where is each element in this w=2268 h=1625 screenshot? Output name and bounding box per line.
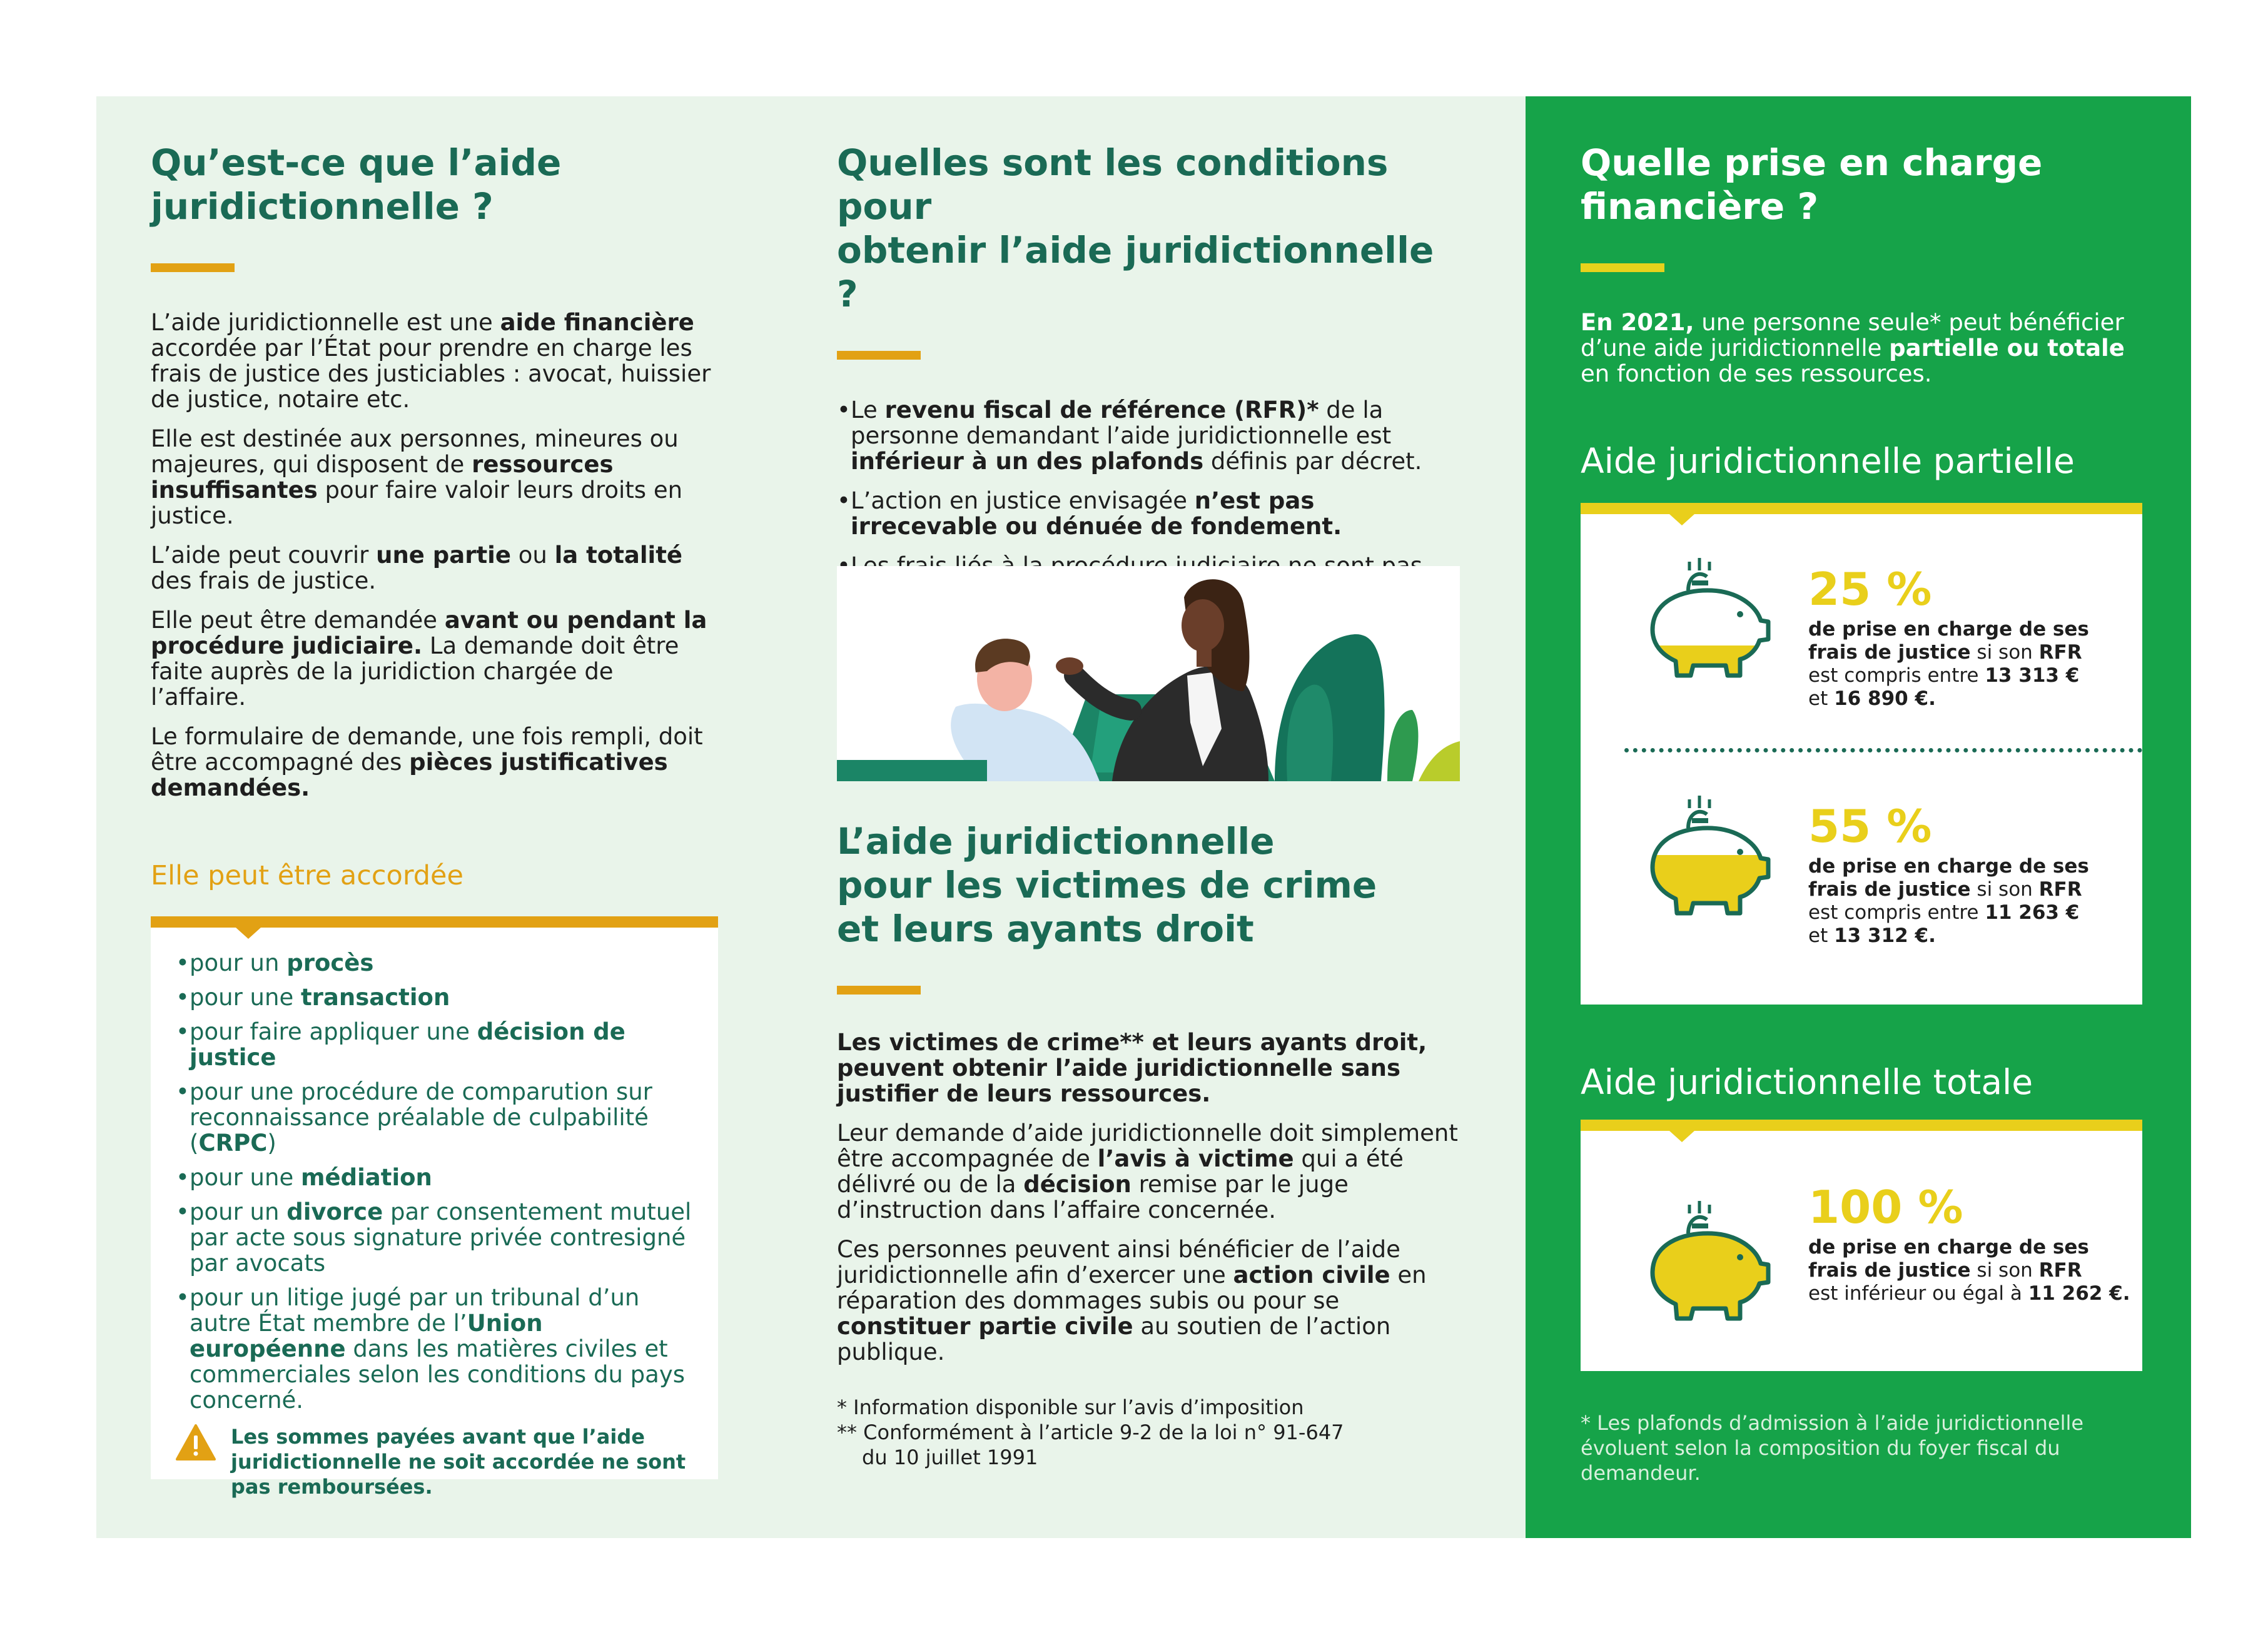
total-heading: Aide juridictionnelle totale [1581, 1062, 2033, 1102]
title-line: L’aide juridictionnelle [837, 820, 1275, 863]
warning-text: Les sommes payées avant que l’aide juridictionnelle ne soit accordée ne sont pas remboursées. [231, 1425, 686, 1499]
stat-55 [1808, 801, 2089, 948]
lawyer-client-illustration [837, 566, 1460, 781]
footnote: * Information disponible sur l’avis d’imposition [837, 1395, 1304, 1419]
column-victims [837, 819, 1462, 1470]
lawyer-illustration [837, 566, 1460, 781]
piggy-bank-icon [1637, 1195, 1774, 1339]
condition-item: • L’action en justice envisagée n’est pas irrecevable ou dénuée de fondement. [837, 487, 1342, 540]
list-item: • pour un divorce par consentement mutuel par acte sous signature privée contresigné par avocats [176, 1198, 692, 1277]
list-item: • pour une procédure de comparution sur reconnaissance préalable de culpabilité (CRPC) [176, 1078, 652, 1157]
title-line: obtenir l’aide juridictionnelle ? [837, 229, 1434, 315]
footnote: du 10 juillet 1991 [862, 1445, 1038, 1469]
section-title-financial [1581, 141, 2144, 228]
list-item: • pour une médiation [176, 1164, 432, 1191]
title-line: juridictionnelle ? [151, 185, 494, 228]
title-line: et leurs ayants droit [837, 908, 1254, 950]
title-line: pour les victimes de crime [837, 864, 1377, 906]
granted-list [176, 950, 693, 1413]
card-notch [236, 928, 261, 939]
paragraph: Elle peut être demandée avant ou pendant la procédure judiciaire. La demande doit être faite auprès de la juridiction chargée de l’affaire. [151, 607, 707, 711]
percentage: 100 % [1808, 1181, 1963, 1233]
accent-bar [837, 986, 921, 995]
section-title-conditions [837, 141, 1462, 316]
footnotes [837, 1395, 1462, 1470]
financial-footnote: * Les plafonds d’admission à l’aide juridictionnelle évoluent selon la composition du foyer fiscal du demandeur. [1581, 1411, 2084, 1485]
card-top-bar [151, 916, 718, 928]
partial-heading: Aide juridictionnelle partielle [1581, 441, 2075, 481]
column-what-is [151, 141, 714, 814]
total-card [1581, 1120, 2142, 1371]
paragraph: Ces personnes peuvent ainsi bénéficier de l’aide juridictionnelle afin d’exercer une action civile en réparation des dommages subis ou pour se constituer partie civile au soutien de l’action publique. [837, 1236, 1427, 1365]
stat-25 [1808, 564, 2089, 711]
list-item: • pour un litige jugé par un tribunal d’un autre État membre de l’Union européenne dans les matières civiles et commerciales selon les conditions du pays concerné. [176, 1284, 685, 1414]
card-top-bar [1581, 1120, 2142, 1131]
granted-subtitle: Elle peut être accordée [151, 860, 463, 891]
intro-paragraph: En 2021, une personne seule* peut bénéficier d’une aide juridictionnelle partielle ou totale en fonction de ses ressources. [1581, 309, 2125, 387]
card-top-bar [1581, 503, 2142, 514]
title-line: Quelle prise en charge [1581, 141, 2043, 184]
accent-bar [151, 263, 235, 272]
stat-100 [1808, 1182, 2130, 1305]
title-line: financière ? [1581, 185, 1819, 228]
paragraph: L’aide juridictionnelle est une aide financière accordée par l’État pour prendre en charge les frais de justice des justiciables : avocat, huissier de justice, notaire etc. [151, 309, 711, 413]
list-item: • pour une transaction [176, 984, 450, 1011]
warning-icon [176, 1424, 216, 1460]
warning-note [176, 1424, 693, 1499]
paragraph: Le formulaire de demande, une fois rempli, doit être accompagné des pièces justificatives demandées. [151, 723, 703, 801]
piggy-bank-icon [1637, 552, 1774, 696]
column-financial [1581, 141, 2144, 400]
card-notch [1669, 1131, 1694, 1142]
title-line: Qu’est-ce que l’aide [151, 141, 562, 184]
partial-card [1581, 503, 2142, 1005]
accent-bar [837, 351, 921, 360]
granted-card [151, 916, 718, 1499]
paragraph: Elle est destinée aux personnes, mineures ou majeures, qui disposent de ressources insuffisantes pour faire valoir leurs droits en justice. [151, 425, 683, 529]
accent-bar [1581, 263, 1664, 272]
paragraph: Leur demande d’aide juridictionnelle doit simplement être accompagnée de l’avis à victime qui a été délivré ou de la décision remise par le juge d’instruction dans l’affaire concernée. [837, 1120, 1458, 1223]
stat-description: de prise en charge de ses frais de justice si son RFR est inférieur ou égal à 11 262 €. [1808, 1236, 2130, 1305]
list-item: • pour faire appliquer une décision de justice [176, 1018, 625, 1071]
dotted-divider [1624, 748, 2142, 752]
percentage: 25 % [1808, 563, 1932, 615]
stat-description: de prise en charge de ses frais de justice si son RFR est compris entre 11 263 € et 13 312 €. [1808, 855, 2089, 947]
section-title-what-is [151, 141, 714, 228]
condition-item: • Le revenu fiscal de référence (RFR)* de la personne demandant l’aide juridictionnelle est inférieur à un des plafonds définis par décret. [837, 397, 1422, 475]
footnote: ** Conformément à l’article 9-2 de la loi n° 91-647 [837, 1420, 1344, 1444]
piggy-bank-icon [1637, 789, 1774, 933]
list-item: • pour un procès [176, 949, 374, 976]
paragraph: L’aide peut couvrir une partie ou la totalité des frais de justice. [151, 542, 683, 594]
section-title-victims [837, 819, 1462, 951]
title-line: Quelles sont les conditions pour [837, 141, 1389, 228]
percentage: 55 % [1808, 800, 1932, 853]
paragraph: Les victimes de crime** et leurs ayants droit, peuvent obtenir l’aide juridictionnelle sans justifier de leurs ressources. [837, 1029, 1427, 1107]
card-notch [1669, 514, 1694, 525]
stat-description: de prise en charge de ses frais de justice si son RFR est compris entre 13 313 € et 16 890 €. [1808, 618, 2089, 710]
